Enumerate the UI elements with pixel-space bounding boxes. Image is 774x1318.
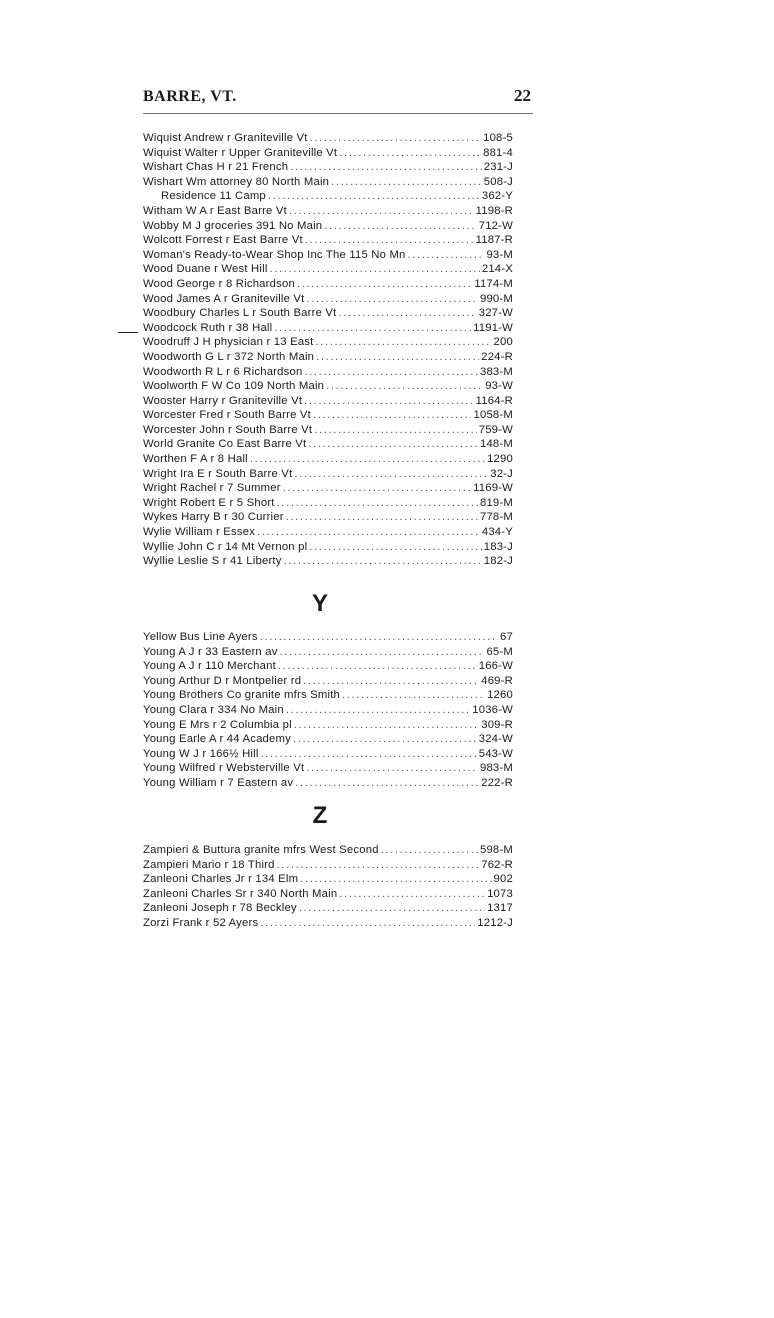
entry-name: Witham W A r East Barre Vt bbox=[143, 204, 287, 217]
phone-number: 759-W bbox=[478, 423, 513, 436]
entry-name: Zanleoni Joseph r 78 Beckley bbox=[143, 902, 297, 915]
leader-dots bbox=[299, 901, 485, 916]
directory-entry bbox=[143, 481, 513, 496]
leader-dots bbox=[339, 306, 477, 321]
directory-entry bbox=[143, 452, 513, 467]
phone-number: 65-M bbox=[486, 645, 513, 658]
leader-dots bbox=[280, 645, 485, 660]
entry-name: Worthen F A r 8 Hall bbox=[143, 453, 248, 466]
phone-number: 1290 bbox=[487, 453, 513, 466]
leader-dots bbox=[300, 872, 491, 887]
entry-name: Young William r 7 Eastern av bbox=[143, 776, 294, 789]
phone-number: 383-M bbox=[479, 365, 513, 378]
leader-dots bbox=[331, 175, 482, 190]
leader-dots bbox=[289, 204, 474, 219]
entry-name: Wiquist Walter r Upper Graniteville Vt bbox=[143, 146, 338, 159]
leader-dots bbox=[294, 467, 488, 482]
section-letter-y: Y bbox=[311, 590, 328, 617]
entry-name: Woodcock Ruth r 38 Hall bbox=[143, 321, 273, 334]
entry-name: Wright Ira E r South Barre Vt bbox=[143, 467, 293, 480]
entry-name: Young E Mrs r 2 Columbia pl bbox=[143, 718, 292, 731]
phone-number: 231-J bbox=[483, 161, 513, 174]
entry-name: Wood Duane r West Hill bbox=[143, 263, 268, 276]
directory-entry bbox=[143, 321, 513, 336]
phone-number: 1187-R bbox=[475, 234, 513, 247]
directory-entry bbox=[143, 843, 513, 858]
phone-number: 108-5 bbox=[483, 132, 513, 144]
entry-name: Wright Rachel r 7 Summer bbox=[143, 482, 281, 495]
directory-entry bbox=[143, 916, 513, 931]
phone-number: 1036-W bbox=[472, 703, 513, 716]
directory-entry bbox=[143, 554, 513, 569]
entry-name: Young Brothers Co granite mfrs Smith bbox=[143, 689, 341, 702]
page-number: 22 bbox=[514, 86, 531, 105]
phone-number: 1164-R bbox=[475, 394, 513, 407]
directory-entry bbox=[143, 248, 513, 263]
directory-entry bbox=[143, 160, 513, 175]
directory-entry bbox=[143, 659, 513, 674]
leader-dots bbox=[339, 887, 485, 902]
leader-dots bbox=[381, 843, 478, 858]
phone-number: 762-R bbox=[481, 858, 513, 871]
leader-dots bbox=[316, 350, 479, 365]
section-w bbox=[143, 131, 513, 569]
leader-dots bbox=[284, 554, 482, 569]
phone-number: 309-R bbox=[481, 718, 513, 731]
entry-name: Wood George r 8 Richardson bbox=[143, 277, 295, 290]
leader-dots bbox=[304, 365, 478, 380]
phone-number: 778-M bbox=[479, 511, 513, 524]
leader-dots bbox=[313, 408, 472, 423]
directory-entry bbox=[143, 437, 513, 452]
directory-entry bbox=[143, 365, 513, 380]
directory-entry bbox=[143, 306, 513, 321]
directory-entry bbox=[143, 496, 513, 511]
phone-number: 93-M bbox=[486, 248, 513, 261]
directory-entry bbox=[143, 901, 513, 916]
leader-dots bbox=[304, 394, 473, 409]
directory-entry bbox=[143, 262, 513, 277]
entry-name: Wright Robert E r 5 Short bbox=[143, 496, 275, 509]
leader-dots bbox=[305, 233, 474, 248]
directory-entry bbox=[143, 688, 513, 703]
entry-name: Woolworth F W Co 109 North Main bbox=[143, 380, 325, 393]
leader-dots bbox=[260, 916, 475, 931]
leader-dots bbox=[250, 452, 485, 467]
directory-entry bbox=[143, 394, 513, 409]
directory-entry bbox=[143, 703, 513, 718]
leader-dots bbox=[308, 437, 478, 452]
leader-dots bbox=[309, 540, 481, 555]
directory-entry bbox=[143, 350, 513, 365]
section-letter-z: Z bbox=[312, 802, 328, 829]
phone-number: 1191-W bbox=[473, 321, 513, 334]
header-rule bbox=[143, 113, 533, 114]
leader-dots bbox=[257, 525, 480, 540]
directory-entry bbox=[143, 219, 513, 234]
leader-dots bbox=[326, 379, 483, 394]
directory-entry bbox=[143, 408, 513, 423]
leader-dots bbox=[310, 131, 481, 146]
leader-dots bbox=[260, 630, 498, 645]
leader-dots bbox=[295, 776, 479, 791]
entry-name: Woodworth G L r 372 North Main bbox=[143, 350, 315, 363]
phone-number: 1260 bbox=[487, 689, 513, 702]
directory-entry bbox=[143, 146, 513, 161]
phone-number: 362-Y bbox=[481, 190, 513, 203]
phone-number: 1198-R bbox=[475, 204, 513, 217]
leader-dots bbox=[306, 761, 478, 776]
entry-name: Young A J r 110 Merchant bbox=[143, 660, 276, 673]
directory-entry bbox=[143, 858, 513, 873]
phone-number: 1174-M bbox=[474, 277, 513, 290]
leader-dots bbox=[303, 674, 479, 689]
phone-number: 469-R bbox=[481, 674, 513, 687]
directory-entry bbox=[143, 204, 513, 219]
leader-dots bbox=[274, 321, 471, 336]
leader-dots bbox=[316, 335, 492, 350]
entry-name: Zampieri & Buttura granite mfrs West Second bbox=[143, 844, 379, 856]
phone-number: 182-J bbox=[483, 555, 513, 568]
phone-number: 183-J bbox=[483, 540, 513, 553]
phone-number: 1317 bbox=[487, 902, 513, 915]
entry-name: Wyllie Leslie S r 41 Liberty bbox=[143, 555, 282, 568]
entry-name: Woodworth R L r 6 Richardson bbox=[143, 365, 303, 378]
directory-entry bbox=[143, 467, 513, 482]
leader-dots bbox=[314, 423, 476, 438]
entry-name: Woman's Ready-to-Wear Shop Inc The 115 No Mn bbox=[143, 248, 406, 261]
leader-dots bbox=[408, 248, 485, 263]
entry-name: Wykes Harry B r 30 Currier bbox=[143, 511, 284, 524]
entry-name: Young Clara r 334 No Main bbox=[143, 703, 284, 716]
directory-entry bbox=[143, 189, 513, 204]
directory-entry bbox=[143, 335, 513, 350]
leader-dots bbox=[277, 496, 478, 511]
page-header bbox=[143, 84, 531, 112]
entry-name: Wooster Harry r Graniteville Vt bbox=[143, 394, 303, 407]
directory-entry bbox=[143, 379, 513, 394]
phone-number: 327-W bbox=[478, 307, 513, 320]
directory-entry bbox=[143, 540, 513, 555]
entry-name: Young Arthur D r Montpelier rd bbox=[143, 674, 302, 687]
phone-number: 902 bbox=[493, 873, 513, 886]
directory-entry bbox=[143, 872, 513, 887]
margin-mark bbox=[118, 332, 138, 333]
section-z bbox=[143, 843, 513, 931]
phone-number: 434-Y bbox=[481, 526, 513, 539]
phone-number: 1058-M bbox=[473, 409, 513, 422]
entry-name: Zampieri Mario r 18 Third bbox=[143, 858, 275, 871]
entry-name: Worcester John r South Barre Vt bbox=[143, 423, 313, 436]
entry-name: Zanleoni Charles Jr r 134 Elm bbox=[143, 873, 299, 886]
leader-dots bbox=[286, 703, 470, 718]
directory-entry bbox=[143, 233, 513, 248]
leader-dots bbox=[278, 659, 477, 674]
phone-number: 324-W bbox=[478, 733, 513, 746]
entry-name: Young A J r 33 Eastern av bbox=[143, 645, 278, 658]
phone-number: 1169-W bbox=[473, 482, 513, 495]
phone-number: 990-M bbox=[479, 292, 513, 305]
entry-name: World Granite Co East Barre Vt bbox=[143, 438, 307, 451]
directory-entry bbox=[143, 645, 513, 660]
section-y bbox=[143, 630, 513, 791]
phone-number: 32-J bbox=[490, 467, 513, 480]
phone-number: 508-J bbox=[483, 175, 513, 188]
leader-dots bbox=[307, 292, 478, 307]
entry-name: Zorzi Frank r 52 Ayers bbox=[143, 916, 259, 929]
directory-entry bbox=[143, 292, 513, 307]
directory-entry bbox=[143, 747, 513, 762]
phone-number: 881-4 bbox=[483, 146, 513, 159]
directory-entry bbox=[143, 423, 513, 438]
directory-entry bbox=[143, 674, 513, 689]
leader-dots bbox=[270, 262, 480, 277]
entry-name: Young Wilfred r Websterville Vt bbox=[143, 762, 305, 775]
leader-dots bbox=[324, 219, 476, 234]
entry-name: Yellow Bus Line Ayers bbox=[143, 631, 258, 643]
leader-dots bbox=[293, 732, 477, 747]
phone-number: 200 bbox=[493, 336, 513, 349]
directory-entry bbox=[143, 761, 513, 776]
leader-dots bbox=[297, 277, 472, 292]
directory-entry bbox=[143, 525, 513, 540]
entry-name: Wiquist Andrew r Graniteville Vt bbox=[143, 132, 308, 144]
entry-name: Young Earle A r 44 Academy bbox=[143, 733, 291, 746]
page-title: BARRE, VT. bbox=[143, 88, 237, 105]
phone-number: 983-M bbox=[479, 762, 513, 775]
entry-name: Worcester Fred r South Barre Vt bbox=[143, 409, 311, 422]
phone-number: 1212-J bbox=[477, 916, 513, 929]
phone-number: 598-M bbox=[479, 844, 513, 856]
directory-entry bbox=[143, 510, 513, 525]
entry-name: Wobby M J groceries 391 No Main bbox=[143, 219, 323, 232]
entry-name: Wolcott Forrest r East Barre Vt bbox=[143, 234, 303, 247]
directory-entry bbox=[143, 175, 513, 190]
phone-number: 819-M bbox=[479, 496, 513, 509]
phone-number: 166-W bbox=[478, 660, 513, 673]
leader-dots bbox=[261, 747, 477, 762]
entry-name: Zanleoni Charles Sr r 340 North Main bbox=[143, 887, 338, 900]
directory-entry bbox=[143, 131, 513, 146]
directory-entry bbox=[143, 718, 513, 733]
leader-dots bbox=[268, 189, 480, 204]
entry-name: Wylie William r Essex bbox=[143, 526, 256, 539]
phone-number: 224-R bbox=[481, 350, 513, 363]
leader-dots bbox=[339, 146, 481, 161]
directory-entry bbox=[143, 887, 513, 902]
leader-dots bbox=[342, 688, 485, 703]
entry-name: Wood James A r Graniteville Vt bbox=[143, 292, 305, 305]
directory-entry bbox=[143, 630, 513, 645]
phone-number: 148-M bbox=[479, 438, 513, 451]
entry-name: Wishart Wm attorney 80 North Main bbox=[143, 175, 330, 188]
entry-name: Woodruff J H physician r 13 East bbox=[143, 336, 314, 349]
phone-number: 93-W bbox=[485, 380, 513, 393]
leader-dots bbox=[286, 510, 478, 525]
directory-entry bbox=[143, 732, 513, 747]
phone-number: 67 bbox=[500, 631, 513, 643]
entry-name: Residence 11 Camp bbox=[161, 190, 266, 203]
phone-number: 712-W bbox=[478, 219, 513, 232]
leader-dots bbox=[283, 481, 471, 496]
entry-name: Woodbury Charles L r South Barre Vt bbox=[143, 307, 337, 320]
directory-entry bbox=[143, 277, 513, 292]
phone-number: 222-R bbox=[481, 776, 513, 789]
leader-dots bbox=[294, 718, 479, 733]
leader-dots bbox=[277, 858, 480, 873]
phone-number: 1073 bbox=[487, 887, 513, 900]
directory-entry bbox=[143, 776, 513, 791]
entry-name: Wyllie John C r 14 Mt Vernon pl bbox=[143, 540, 308, 553]
leader-dots bbox=[290, 160, 482, 175]
entry-name: Wishart Chas H r 21 French bbox=[143, 161, 289, 174]
phone-number: 214-X bbox=[481, 263, 513, 276]
entry-name: Young W J r 166½ Hill bbox=[143, 747, 259, 760]
phone-number: 543-W bbox=[478, 747, 513, 760]
